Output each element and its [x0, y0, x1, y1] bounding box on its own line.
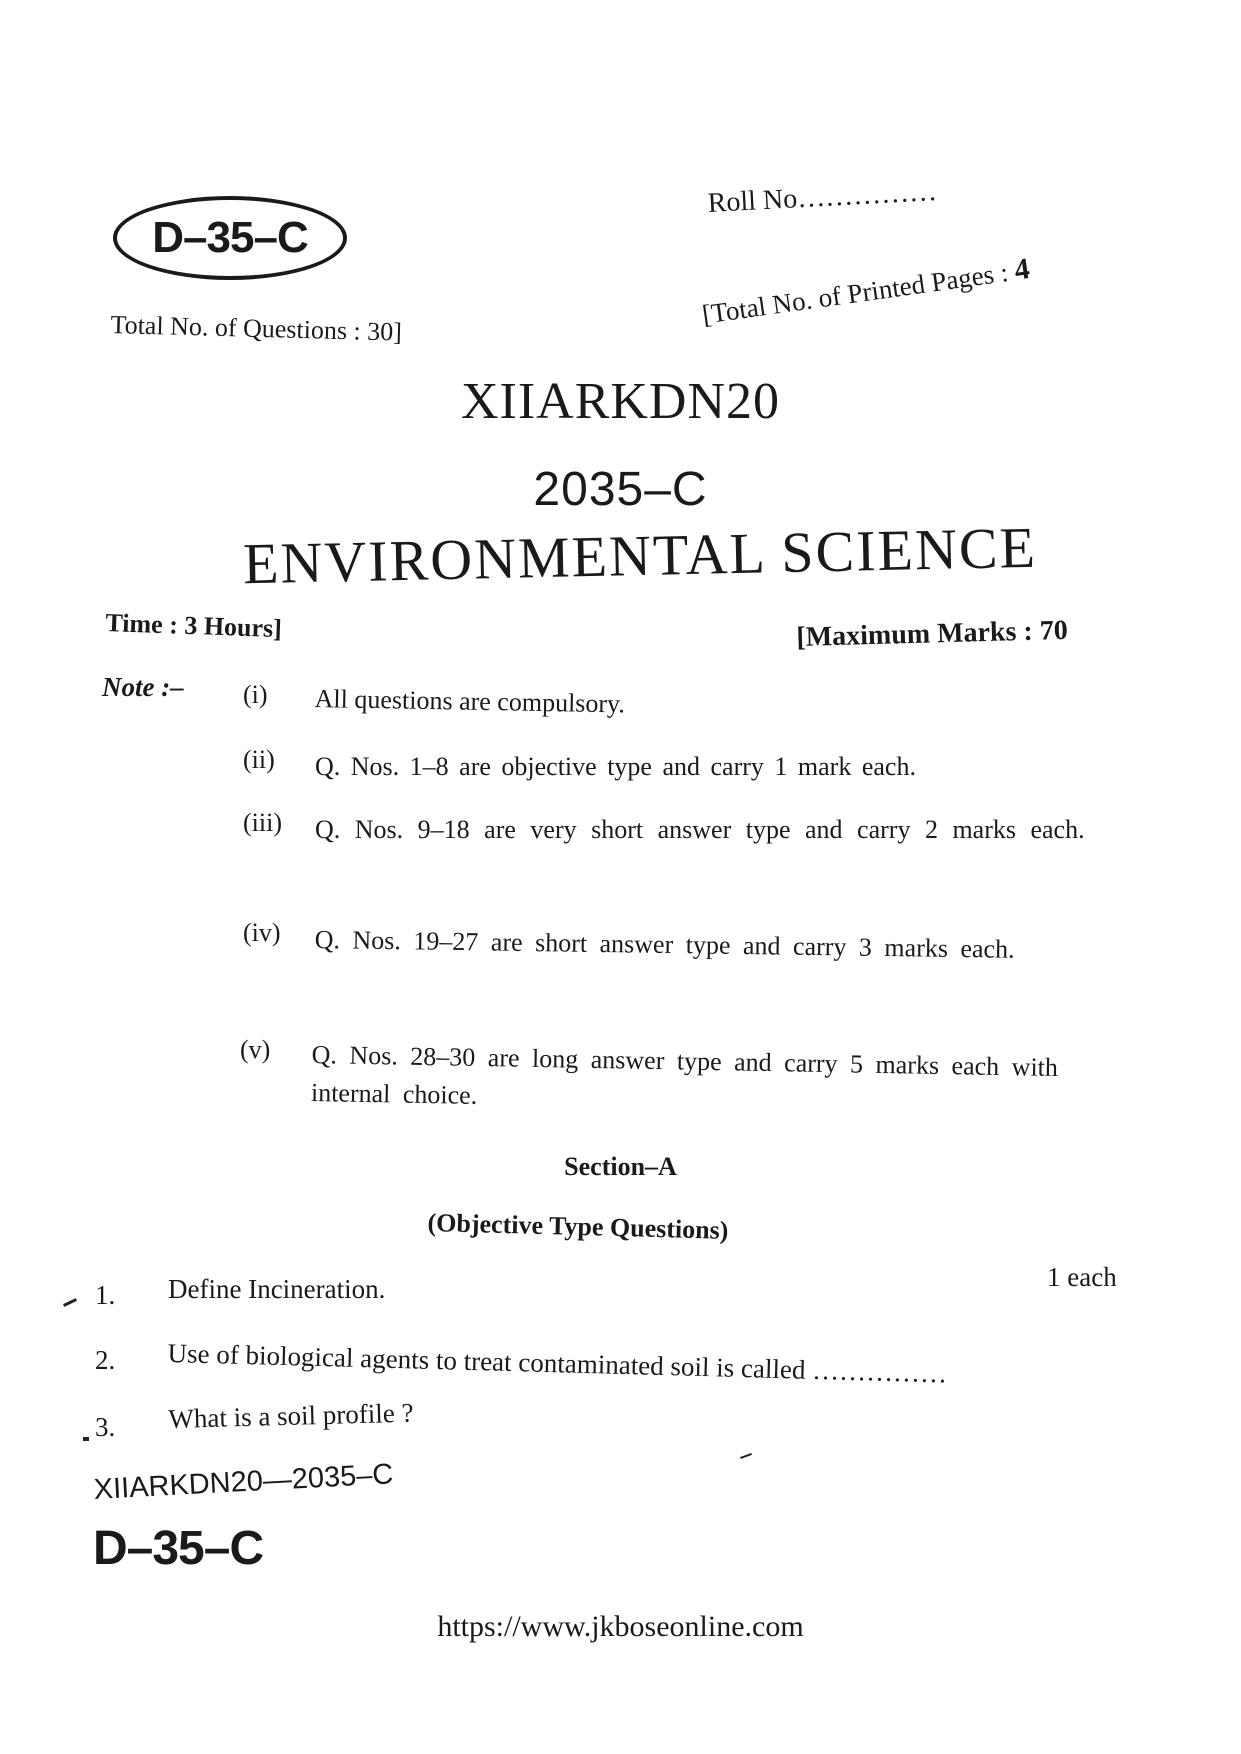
scan-speck: [83, 1437, 89, 1441]
question-number: 2.: [95, 1345, 116, 1375]
scan-speck: [63, 1298, 77, 1307]
note-text: Q. Nos. 9–18 are very short answer type and carry 2 marks each.: [315, 815, 1085, 844]
paper-code: D–35–C: [152, 213, 308, 262]
total-pages-label: [Total No. of Printed Pages :: [700, 257, 1011, 330]
note-number: (ii): [243, 745, 275, 774]
section-title: Section–A: [564, 1152, 677, 1181]
note-number: (v): [240, 1035, 271, 1064]
total-printed-pages: [700, 252, 1032, 332]
question-text: What is a soil profile ?: [168, 1397, 414, 1434]
total-questions: Total No. of Questions : 30]: [110, 310, 403, 347]
paper-code-badge: [113, 196, 347, 280]
question-number: 1.: [95, 1280, 116, 1310]
section-subtitle: (Objective Type Questions): [427, 1208, 729, 1245]
marks-per-question: 1 each: [1047, 1262, 1117, 1292]
question-text: Define Incineration.: [168, 1274, 386, 1304]
paper-number-title: 2035–C: [533, 463, 708, 516]
note-text: All questions are compulsory.: [314, 683, 626, 719]
exam-time: Time : 3 Hours]: [104, 608, 283, 644]
roll-number-field: Roll No……………: [707, 175, 938, 219]
maximum-marks: [Maximum Marks : 70: [796, 614, 1069, 653]
website-url[interactable]: https://www.jkboseonline.com: [437, 1610, 804, 1643]
subject-title: ENVIRONMENTAL SCIENCE: [242, 514, 1038, 597]
exam-code-title: XIIARKDN20: [460, 373, 781, 430]
total-pages-value: 4: [1012, 252, 1032, 287]
note-label: Note :–: [102, 672, 184, 702]
note-number: (iii): [243, 808, 282, 837]
note-number: (iv): [243, 918, 281, 947]
note-number: (i): [243, 680, 268, 709]
question-text: Use of biological agents to treat contaminated soil is called ……………: [167, 1338, 948, 1389]
footer-code: XIIARKDN20—2035–C: [93, 1458, 395, 1506]
note-text: Q. Nos. 19–27 are short answer type and carry 3 marks each.: [314, 924, 1015, 964]
footer-badge: D–35–C: [93, 1522, 264, 1575]
question-number: 3.: [95, 1412, 116, 1442]
note-text: Q. Nos. 1–8 are objective type and carry 1 mark each.: [315, 752, 916, 781]
note-text: Q. Nos. 28–30 are long answer type and carry 5 marks each with internal choice.: [310, 1039, 1059, 1110]
scan-speck: [740, 1453, 752, 1459]
